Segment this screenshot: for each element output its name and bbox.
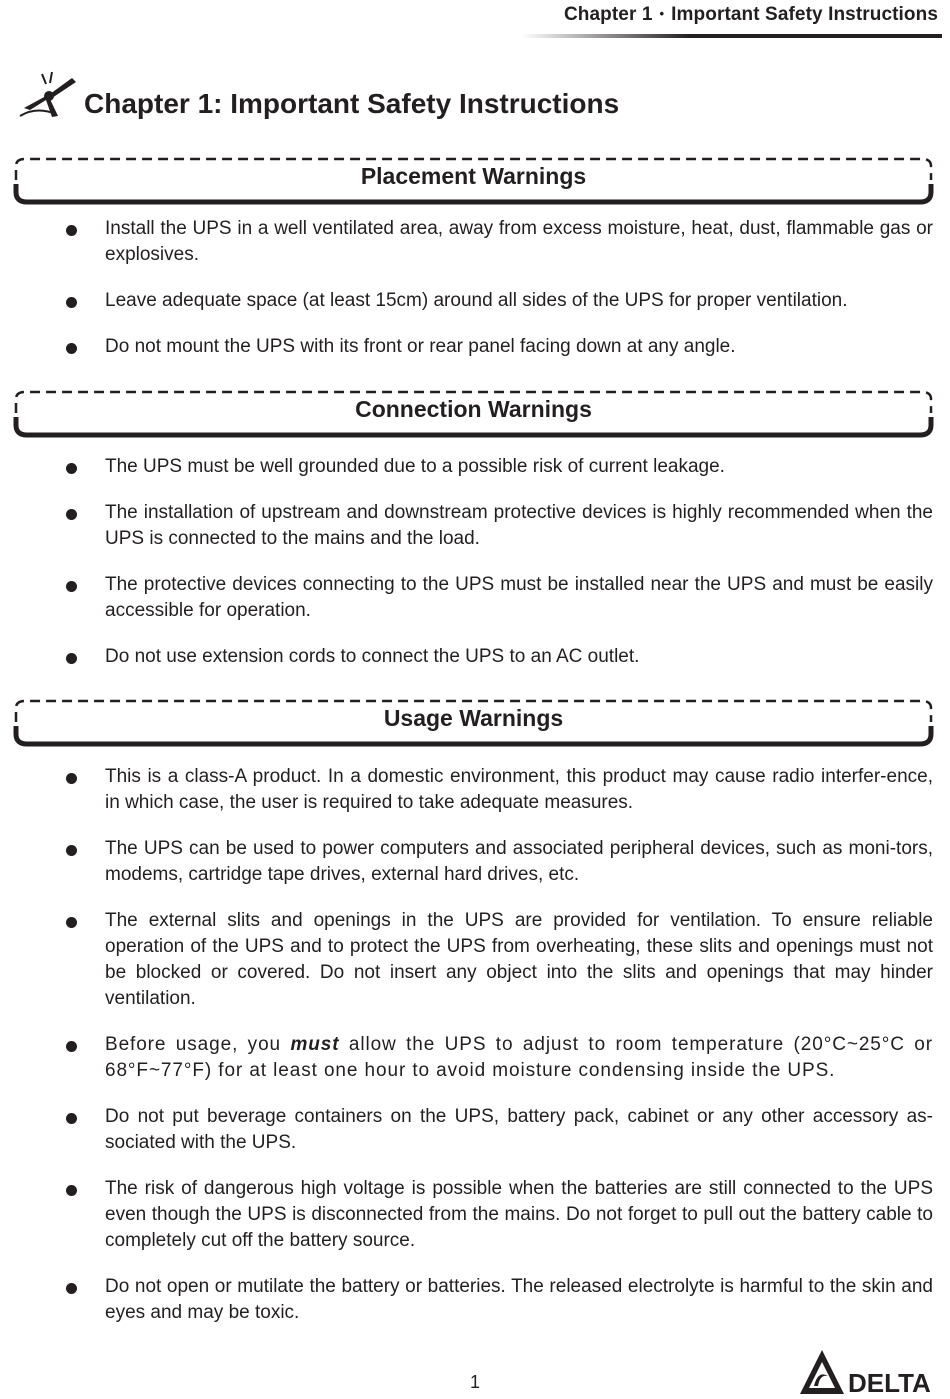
list-item: The UPS must be well grounded due to a possible risk of current leakage. [0,454,950,480]
usage-warnings-list [0,764,950,1326]
running-header-chapter: Chapter 1 [563,4,653,25]
running-header-title: Important Safety Instructions [671,4,938,25]
delta-logo [798,1348,938,1396]
list-item: The protective devices connecting to the UPS must be installed near the UPS and must be easily accessible for operation. [0,572,950,624]
section-header-usage [13,698,934,748]
list-item: Do not open or mutilate the battery or batteries. The released electrolyte is harmful to the skin and eyes and may be toxic. [0,1274,950,1326]
section-header-placement [13,156,934,206]
section-header-connection [13,389,934,439]
list-item: The external slits and openings in the UPS are provided for ventilation. To ensure reliable operation of the UPS and to protect the UPS from overheating, these slits and openings must not be blocked or covered. Do not insert any object into the slits and openings that may hinder ventilation. [0,908,950,1012]
connection-warnings-list [0,454,950,670]
running-header [564,4,938,26]
running-header-separator: • [659,6,665,21]
page-number: 1 [469,1372,480,1392]
list-item: The installation of upstream and downstream protective devices is highly recommended when the UPS is connected to the mains and the load. [0,500,950,552]
list-item: This is a class-A product. In a domestic environment, this product may cause radio interfer-ence, in which case, the user is required to take adequate measures. [0,764,950,816]
list-item: The risk of dangerous high voltage is possible when the batteries are still connected to the UPS even though the UPS is disconnected from the mains. Do not forget to pull out the battery cable to completely cut off the battery source. [0,1176,950,1254]
list-item-text-before: Before usage, you [105,1034,291,1055]
list-item: Do not use extension cords to connect the UPS to an AC outlet. [0,644,950,670]
list-item-temperature [0,1032,950,1084]
wind-turbine-icon [16,70,80,120]
chapter-title: Chapter 1: Important Safety Instructions [84,88,620,119]
list-item: Do not put beverage containers on the UPS, battery pack, cabinet or any other accessory as-sociated with the UPS. [0,1104,950,1156]
list-item: Leave adequate space (at least 15cm) around all sides of the UPS for proper ventilation. [0,288,950,314]
delta-logo-text: DELTA [848,1368,931,1396]
list-item: Install the UPS in a well ventilated area, away from excess moisture, heat, dust, flammable gas or explosives. [0,216,950,268]
list-item: The UPS can be used to power computers and associated peripheral devices, such as moni-tors, modems, cartridge tape drives, external hard drives, etc. [0,836,950,888]
list-item-text-after: allow the UPS to adjust to room temperature (20°C~25°C or 68°F~77°F) for at least one hour to avoid moisture condensing inside the UPS. [105,1034,933,1081]
header-rule [522,34,942,38]
section-title-connection: Connection Warnings [355,396,592,422]
placement-warnings-list [0,216,950,360]
section-title-placement: Placement Warnings [360,163,587,189]
emphasis-must: must [290,1034,340,1055]
section-title-usage: Usage Warnings [383,705,564,731]
list-item: Do not mount the UPS with its front or rear panel facing down at any angle. [0,334,950,360]
